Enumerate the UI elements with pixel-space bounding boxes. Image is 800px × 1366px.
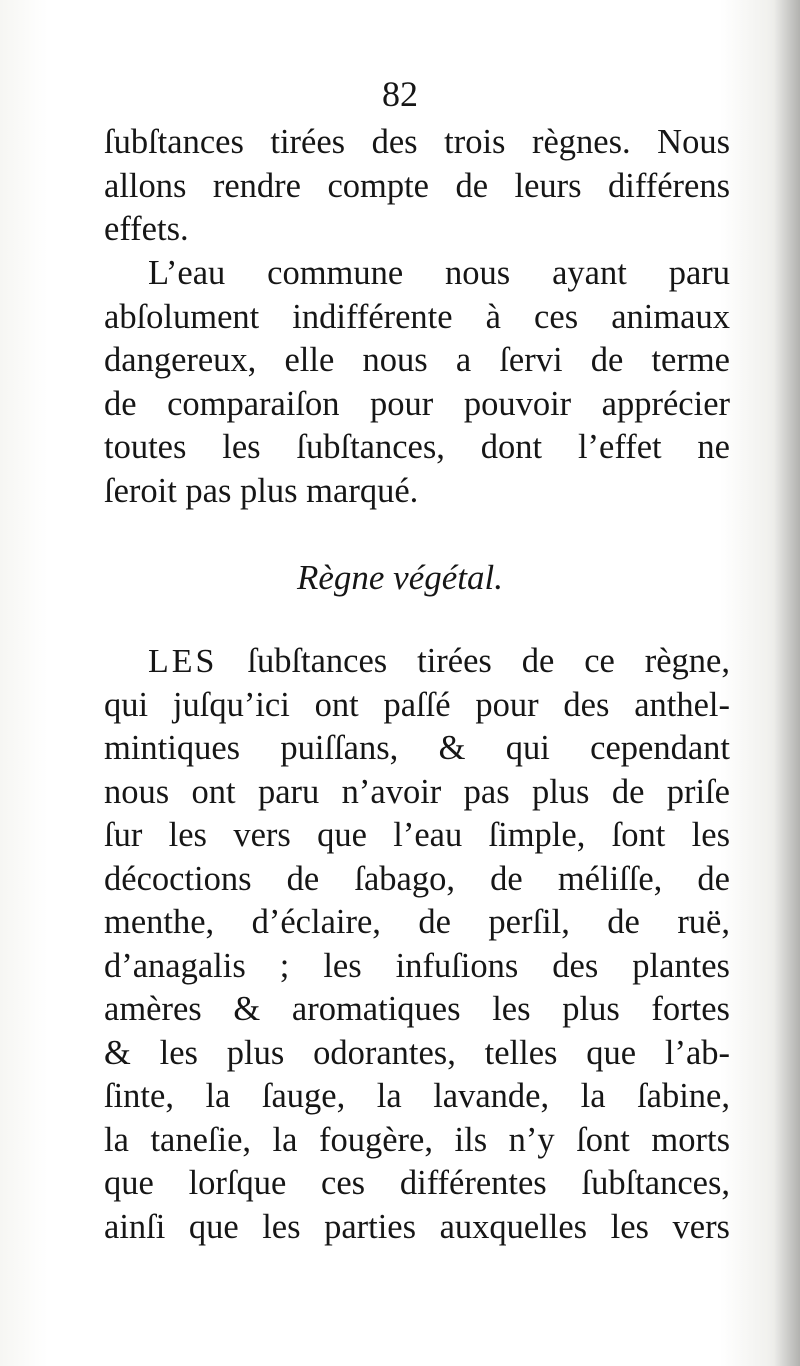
text-line: abſolument indifférente à ces animaux bbox=[104, 297, 730, 336]
text-line-first bbox=[104, 640, 730, 684]
text-line: qui juſqu’ici ont paſſé pour des anthel- bbox=[104, 685, 730, 724]
text-line: ſinte, la ſauge, la lavande, la ſabine, bbox=[104, 1077, 730, 1115]
first-line-text: ſubſtances tirées de ce règne, bbox=[247, 642, 730, 680]
small-caps-lead: LES bbox=[148, 643, 218, 680]
text-line: menthe, d’éclaire, de perſil, de ruë, bbox=[104, 903, 730, 941]
text-line: ainſi que les parties auxquelles les vers bbox=[104, 1207, 730, 1246]
text-line: amères & aromatiques les plus fortes bbox=[104, 990, 730, 1028]
text-line: allons rendre compte de leurs différens bbox=[104, 166, 730, 205]
text-line: ſubſtances tirées des trois règnes. Nous bbox=[104, 123, 730, 161]
text-line: dangereux, elle nous a ſervi de terme bbox=[104, 341, 730, 379]
text-line: d’anagalis ; les infuſions des plantes bbox=[104, 946, 730, 985]
paragraph-water bbox=[104, 252, 730, 513]
text-line: la taneſie, la fougère, ils n’y ſont morts bbox=[104, 1120, 730, 1159]
text-line: mintiques puiſſans, & qui cependant bbox=[104, 729, 730, 767]
text-line: décoctions de ſabago, de méliſſe, de bbox=[104, 859, 730, 898]
text-line: ſeroit pas plus marqué. bbox=[104, 471, 419, 510]
text-line: ſur les vers que l’eau ſimple, ſont les bbox=[104, 816, 730, 854]
text-line: de comparaiſon pour pouvoir apprécier bbox=[104, 384, 730, 423]
text-line: & les plus odorantes, telles que l’ab- bbox=[104, 1033, 730, 1072]
paragraph-continuation bbox=[104, 121, 730, 252]
section-heading: Règne végétal. bbox=[296, 558, 503, 597]
paragraph-vegetable-kingdom bbox=[104, 640, 730, 1249]
text-line: que lorſque ces différentes ſubſtances, bbox=[104, 1164, 730, 1202]
text-line: toutes les ſubſtances, dont l’effet ne bbox=[104, 428, 730, 466]
page-edge-shadow bbox=[774, 0, 800, 1366]
text-line: L’eau commune nous ayant paru bbox=[148, 254, 730, 292]
text-line: nous ont paru n’avoir pas plus de priſe bbox=[104, 772, 730, 811]
page-number: 82 bbox=[382, 74, 418, 114]
text-line: effets. bbox=[104, 210, 189, 248]
